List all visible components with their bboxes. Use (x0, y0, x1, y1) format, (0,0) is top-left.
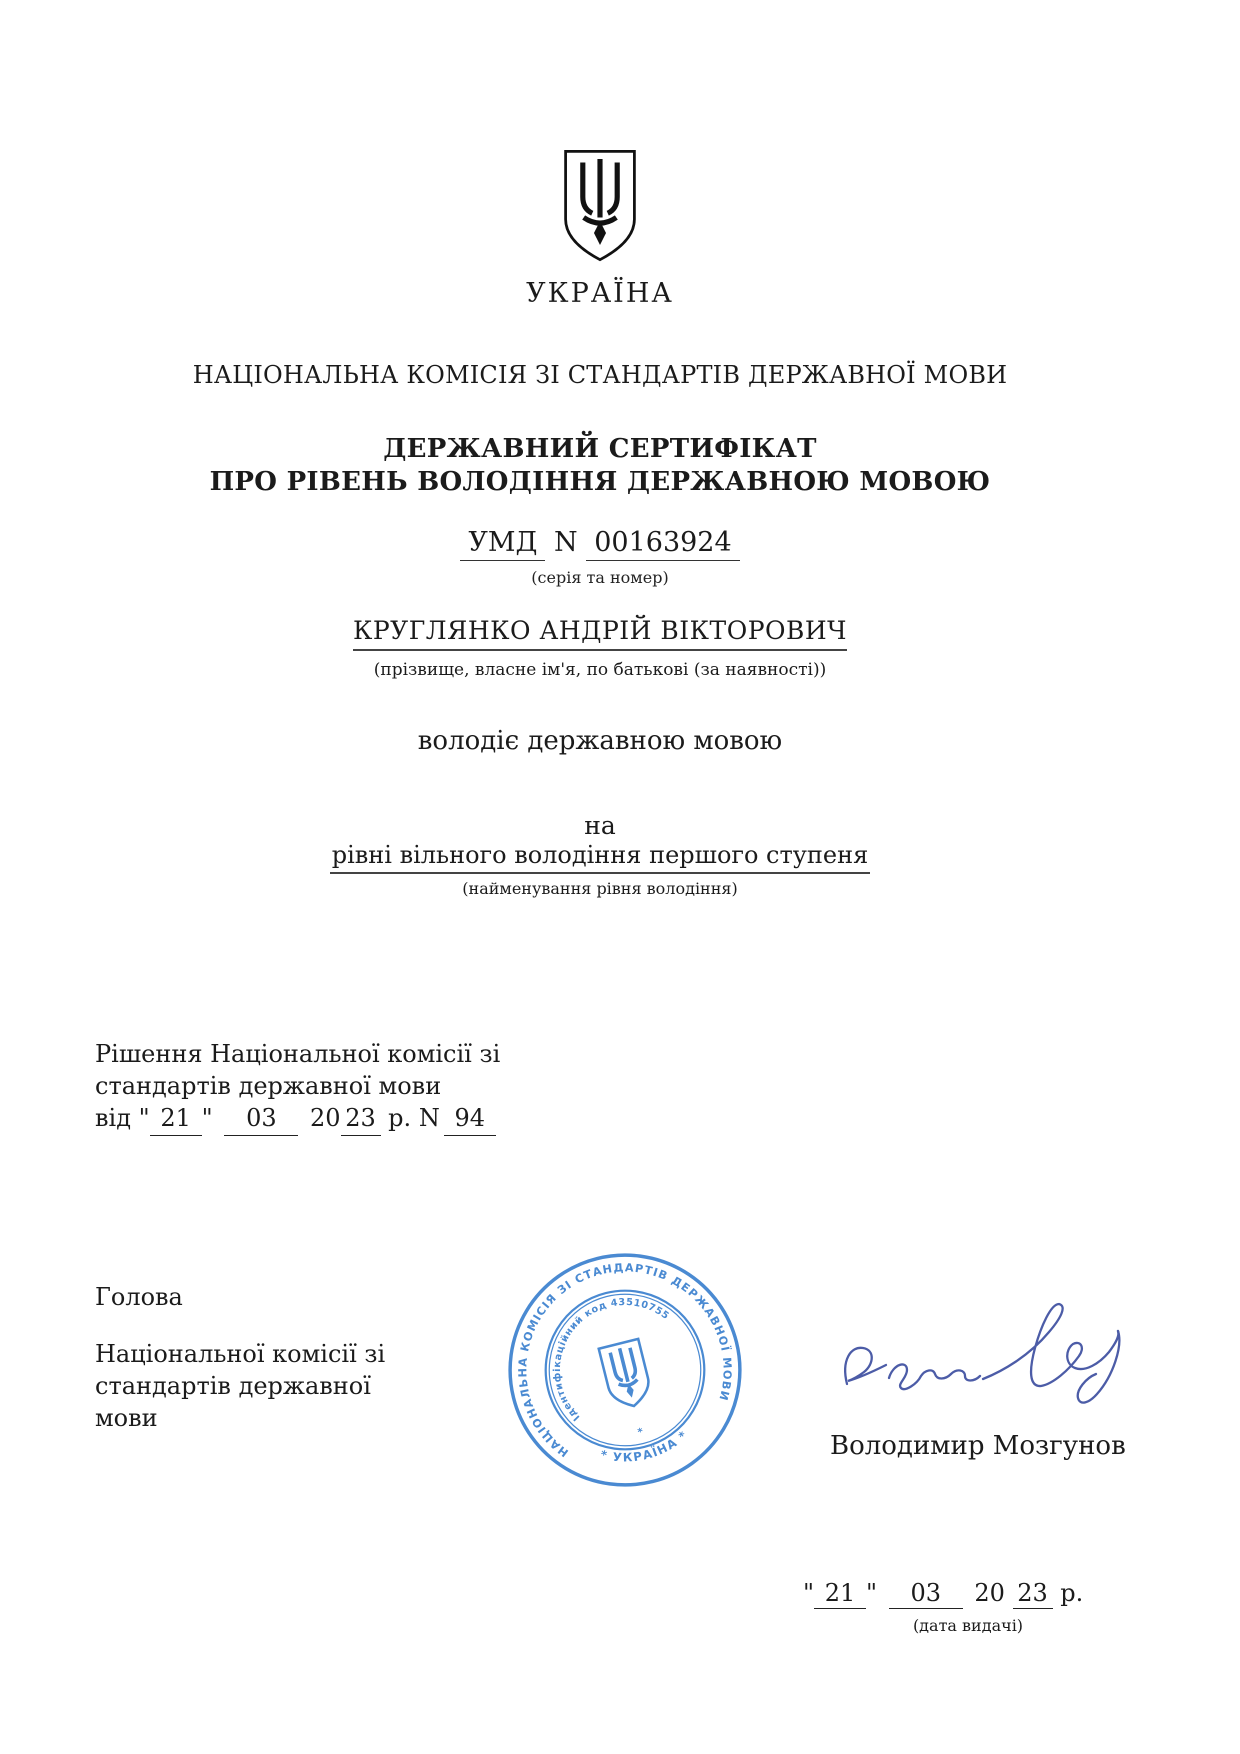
issue-year-unit: р. (1060, 1579, 1084, 1607)
level-name: рівні вільного володіння першого ступеня (330, 841, 870, 874)
number-value: 00163924 (586, 527, 739, 561)
holder-name-line (0, 616, 1200, 651)
level-preposition: на (584, 811, 616, 840)
chairman-org-line2: стандартів державної (95, 1372, 371, 1400)
decision-year: 23 (341, 1102, 381, 1136)
decision-block (95, 1038, 635, 1136)
holder-name: КРУГЛЯНКО АНДРІЙ ВІКТОРОВИЧ (353, 616, 847, 651)
decision-century: 20 (309, 1104, 341, 1132)
decision-open-quote: " (138, 1104, 150, 1132)
decision-year-unit: р. (388, 1104, 412, 1132)
chairman-title: Голова (95, 1283, 183, 1311)
statement-text: володіє державною мовою (417, 726, 783, 756)
seal-inner-text: Ідентифікаційний код 43510755 (551, 1296, 672, 1423)
decision-date-line (95, 1102, 635, 1136)
decision-prefix: від (95, 1104, 131, 1132)
official-seal (477, 1222, 773, 1518)
decision-day: 21 (150, 1102, 202, 1136)
chairman-org-line3: мови (95, 1404, 158, 1432)
issue-year: 23 (1013, 1579, 1053, 1609)
issue-date-caption: (дата видачі) (912, 1616, 1024, 1635)
holder-name-caption: (прізвище, власне ім'я, по батькові (за наявності)) (373, 660, 827, 680)
number-sign: N (554, 527, 578, 558)
decision-number: 94 (444, 1102, 496, 1136)
issue-century: 20 (974, 1579, 1005, 1607)
issue-date-line (803, 1579, 1183, 1609)
decision-month: 03 (224, 1102, 298, 1136)
coat-of-arms-icon (557, 148, 643, 263)
series-value: УМД (460, 527, 545, 561)
signature-image (833, 1298, 1145, 1428)
certificate-title-line1: ДЕРЖАВНИЙ СЕРТИФІКАТ (383, 434, 817, 464)
level-caption: (найменування рівня володіння) (462, 879, 738, 898)
issue-close-quote: " (866, 1579, 878, 1607)
issue-month: 03 (889, 1579, 963, 1609)
issue-open-quote: " (803, 1579, 815, 1607)
certificate-title-line2: ПРО РІВЕНЬ ВОЛОДІННЯ ДЕРЖАВНОЮ МОВОЮ (209, 467, 991, 497)
seal-trident-icon (599, 1339, 654, 1411)
country-name: УКРАЇНА (526, 278, 674, 309)
series-number-line (0, 527, 1200, 561)
decision-number-sign: N (418, 1104, 440, 1132)
series-number-caption: (серія та номер) (531, 568, 669, 587)
seal-bottom-text: * УКРАЇНА * (599, 1427, 691, 1465)
svg-text:* УКРАЇНА * (596, 1426, 694, 1473)
svg-text:Ідентифікаційний код 43510755 (535, 1285, 691, 1426)
issue-day: 21 (814, 1579, 866, 1609)
signer-name: Володимир Мозгунов (830, 1431, 1126, 1461)
decision-line2: стандартів державної мови (95, 1072, 442, 1100)
chairman-org-line1: Національної комісії зі (95, 1340, 386, 1368)
commission-name: НАЦІОНАЛЬНА КОМІСІЯ ЗІ СТАНДАРТІВ ДЕРЖАВНОЇ МОВИ (192, 361, 1008, 389)
emblem-block (0, 148, 1200, 267)
seal-ring-text: НАЦІОНАЛЬНА КОМІСІЯ ЗІ СТАНДАРТІВ ДЕРЖАВНОЇ МОВИ (516, 1261, 734, 1460)
certificate-title (0, 433, 1200, 499)
decision-close-quote: " (201, 1104, 213, 1132)
level-line (0, 841, 1200, 874)
seal-center-mark: * (636, 1426, 645, 1439)
decision-line1: Рішення Національної комісії зі (95, 1040, 501, 1068)
chairman-organization (95, 1338, 425, 1434)
